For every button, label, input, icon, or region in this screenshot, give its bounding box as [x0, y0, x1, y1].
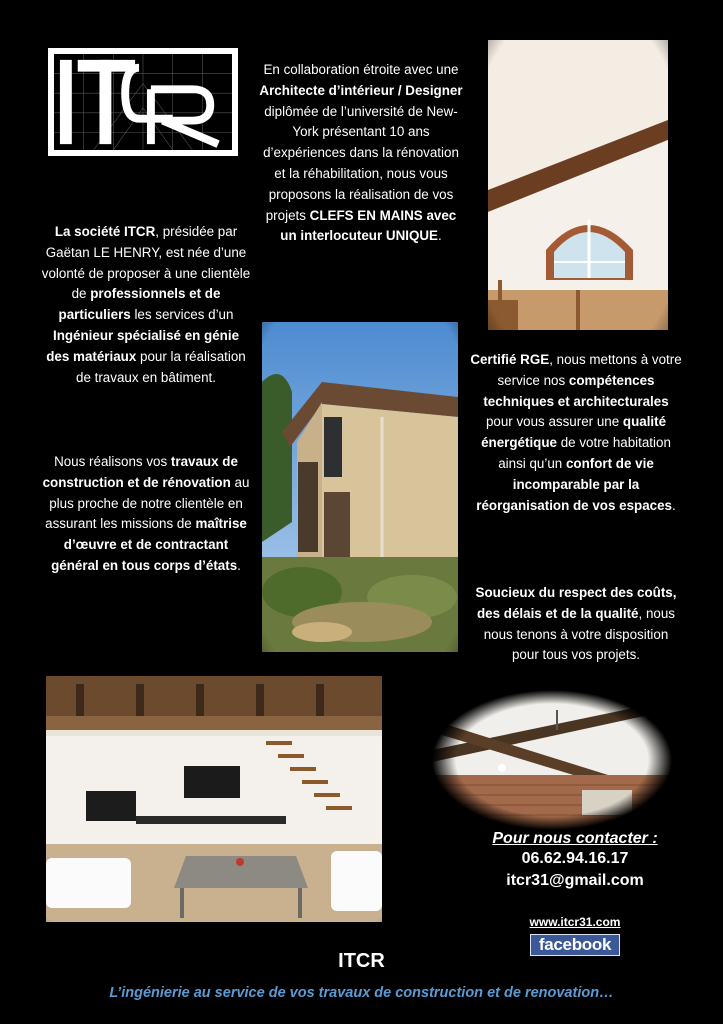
- stone-house-photo: [262, 322, 458, 652]
- living-room-photo: [46, 676, 382, 922]
- collaboration-paragraph: En collaboration étroite avec une Architecte d’intérieur / Designer diplômée de l’université de New-York présentant 10 ans d’expériences dans la rénovation et la réhabilitation, nous vous proposons la réalisation de vos projets CLEFS EN MAINS avec un interlocuteur UNIQUE.: [259, 62, 463, 244]
- website-link[interactable]: www.itcr31.com: [529, 915, 621, 929]
- arched-window-photo: [488, 40, 668, 330]
- facebook-logo-link[interactable]: facebook: [530, 934, 620, 956]
- rge-certification-paragraph: Certifié RGE, nous mettons à votre service nos compétences techniques et architecturales pour vous assurer une qualité énergétique de votre habitation ainsi qu’un confort de vie incomparable par la réorganisation de vos espaces.: [470, 352, 682, 513]
- itcr-logo-graphic: [54, 54, 232, 150]
- contact-title: Pour nous contacter :: [492, 830, 658, 847]
- company-intro-paragraph: La société ITCR, présidée par Gaëtan LE HENRY, est née d’une volonté de proposer à une clientèle de professionnels et de particuliers les services d’un Ingénieur spécialisé en génie des matériaux pour la réalisation de travaux en bâtiment.: [41, 224, 251, 385]
- brand-name: ITCR: [338, 950, 385, 972]
- email-address[interactable]: itcr31@gmail.com: [506, 872, 644, 889]
- phone-number[interactable]: 06.62.94.16.17: [521, 850, 629, 867]
- tagline: L’ingénierie au service de vos travaux de construction et de renovation…: [109, 985, 614, 1001]
- services-paragraph: Nous réalisons vos travaux de construction et de rénovation au plus proche de notre clientèle en assurant les missions de maîtrise d’œuvre et de contractant général en tous corps d’états.: [42, 454, 250, 573]
- company-logo: [48, 48, 238, 156]
- ceiling-beams-photo: [432, 690, 672, 830]
- contact-block: [470, 830, 680, 892]
- commitment-paragraph: Soucieux du respect des coûts, des délais et de la qualité, nous nous tenons à votre disposition pour tous vos projets.: [475, 585, 677, 663]
